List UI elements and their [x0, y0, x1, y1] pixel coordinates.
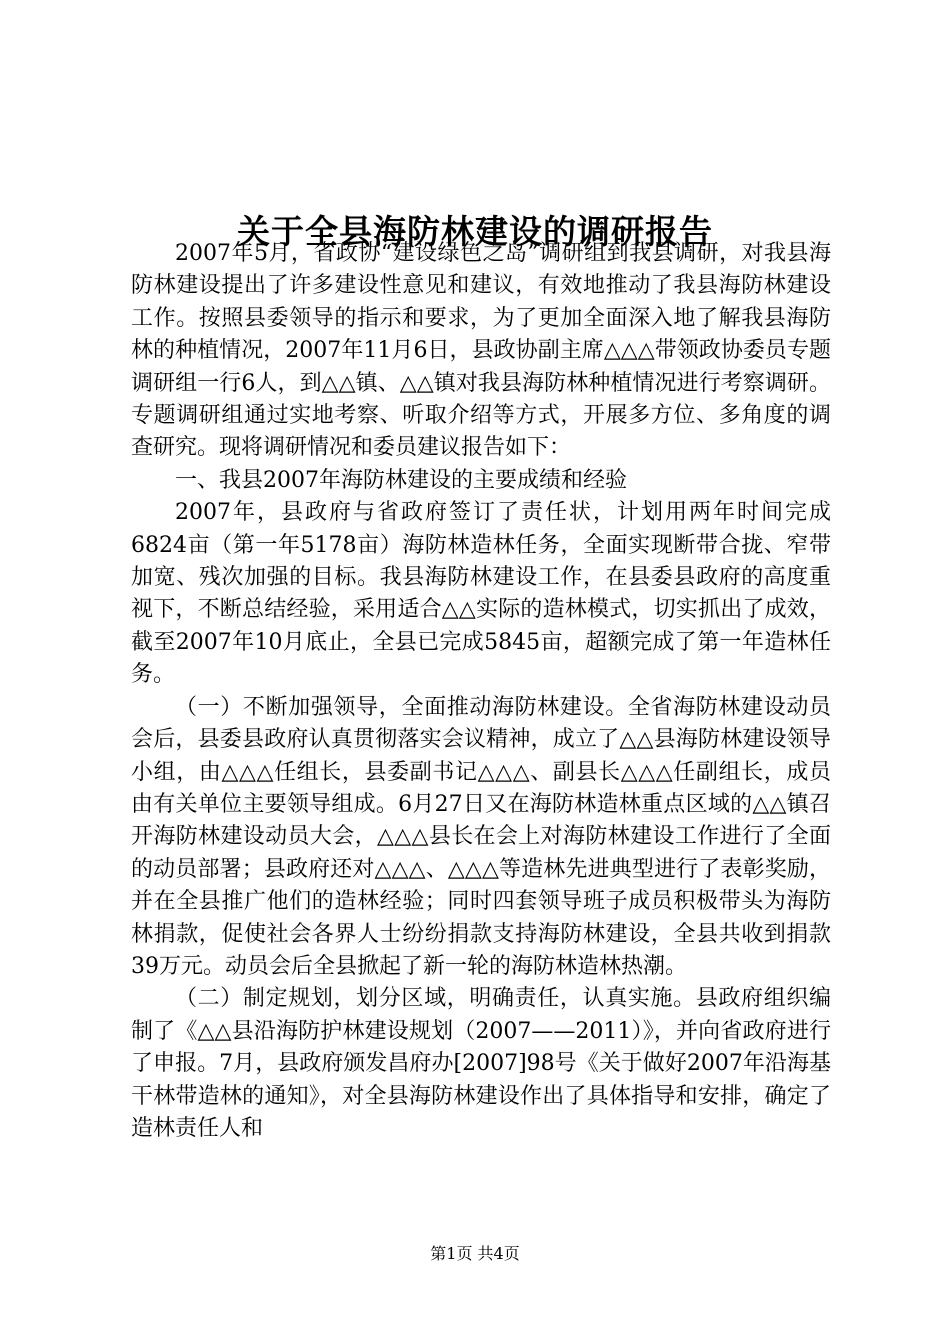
- paragraph-planning: （二）制定规划，划分区域，明确责任，认真实施。县政府组织编制了《△△县沿海防护林建设规划（2007——2011）》，并向省政府进行了申报。7月，县政府颁发昌府办[2007]98号《关于做好2007年沿海基干林带造林的通知》，对全县海防林建设作出了具体指导和安排，确定了造林责任人和: [131, 986, 831, 1141]
- section-heading-1: 一、我县2007年海防林建设的主要成绩和经验: [175, 467, 627, 493]
- document-body: [131, 238, 831, 1145]
- paragraph-intro: 2007年5月，省政协“建设绿色之岛”调研组到我县调研，对我县海防林建设提出了许多建设性意见和建议，有效地推动了我县海防林建设工作。按照县委领导的指示和要求，为了更加全面深入地了解我县海防林的种植情况，2007年11月6日，县政协副主席△△△带领政协委员专题调研组一行6人，到△△镇、△△镇对我县海防林种植情况进行考察调研。专题调研组通过实地考察、听取介绍等方式，开展多方位、多角度的调查研究。现将调研情况和委员建议报告如下：: [131, 241, 831, 461]
- paragraph-leadership: （一）不断加强领导，全面推动海防林建设。全省海防林建设动员会后，县委县政府认真贯彻落实会议精神，成立了△△县海防林建设领导小组，由△△△任组长，县委副书记△△△、副县长△△△任副组长，成员由有关单位主要领导组成。6月27日又在海防林造林重点区域的△△镇召开海防林建设动员大会，△△△县长在会上对海防林建设工作进行了全面的动员部署；县政府还对△△△、△△△等造林先进典型进行了表彰奖励，并在全县推广他们的造林经验；同时四套领导班子成员积极带头为海防林捐款，促使社会各界人士纷纷捐款支持海防林建设，全县共收到捐款39万元。动员会后全县掀起了新一轮的海防林造林热潮。: [131, 694, 831, 979]
- document-title: 关于全县海防林建设的调研报告: [237, 212, 713, 252]
- page-number-footer: 第1页 共4页: [430, 1244, 520, 1263]
- paragraph-achievements: 2007年，县政府与省政府签订了责任状，计划用两年时间完成6824亩（第一年5178亩）海防林造林任务，全面实现断带合拢、窄带加宽、残次加强的目标。我县海防林建设工作，在县委县政府的高度重视下，不断总结经验，采用适合△△实际的造林模式，切实抓出了成效，截至2007年10月底止，全县已完成5845亩，超额完成了第一年造林任务。: [131, 500, 831, 688]
